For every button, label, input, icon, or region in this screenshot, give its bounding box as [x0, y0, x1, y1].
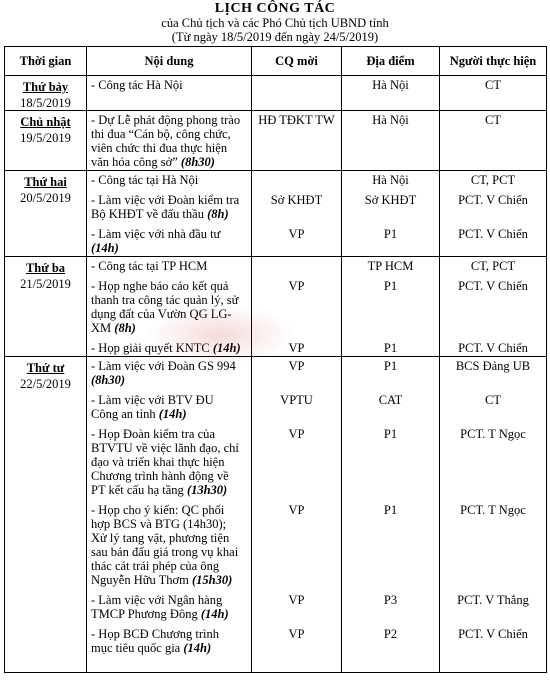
location-cell	[342, 111, 440, 171]
item-text-line	[91, 573, 247, 587]
item-text-line	[91, 127, 247, 141]
content-cell	[87, 257, 252, 357]
item-text: văn hóa công sở”	[91, 155, 181, 169]
item-person: PCT. V Chiến	[458, 227, 528, 241]
item-text-line	[91, 307, 247, 321]
item-place: CAT	[378, 393, 403, 407]
item-cq: VP	[288, 593, 305, 607]
item-text-line	[91, 293, 247, 307]
item-person: PCT. V Chiến	[458, 193, 528, 207]
location-cell	[342, 357, 440, 673]
schedule-body	[5, 76, 547, 673]
item-cq: VP	[288, 427, 305, 441]
item-time: (14h)	[91, 241, 119, 255]
item-person: CT, PCT	[470, 173, 516, 187]
item-place: P1	[383, 227, 398, 241]
item-text: - Công tác tại Hà Nội	[91, 173, 199, 187]
document-header	[0, 0, 550, 44]
item-text: Nguyễn Hữu Thơm	[91, 573, 192, 587]
schedule-item	[91, 393, 247, 427]
inviting-agency-cell	[252, 76, 342, 111]
schedule-item	[91, 113, 247, 169]
item-person: CT	[485, 393, 501, 407]
location-cell	[342, 257, 440, 357]
item-text-line	[91, 78, 247, 92]
item-text: Công an tỉnh	[91, 407, 159, 421]
executor-cell	[440, 257, 547, 357]
item-text: - Làm việc với Ngân hàng	[91, 593, 223, 607]
item-text: đạo và triển khai thực hiện	[91, 455, 225, 469]
item-cq: VPTU	[280, 393, 313, 407]
day-date: 21/5/2019	[20, 277, 71, 291]
table-row	[5, 76, 547, 111]
item-text-line	[91, 359, 247, 373]
date-range: (Từ ngày 18/5/2019 đến ngày 24/5/2019)	[171, 30, 379, 44]
schedule-item	[91, 259, 247, 279]
location-cell	[342, 171, 440, 257]
schedule-item	[91, 78, 247, 92]
col-header-executor: Người thực hiện	[440, 47, 547, 76]
schedule-item	[91, 359, 247, 393]
item-text: PT kết cấu hạ tầng	[91, 483, 187, 497]
item-text-line	[91, 483, 247, 497]
item-place: Hà Nội	[372, 78, 409, 92]
item-time: (13h30)	[186, 483, 228, 497]
document-title: LỊCH CÔNG TÁC	[214, 1, 336, 16]
document-subtitle: của Chủ tịch và các Phó Chủ tịch UBND tỉnh	[161, 16, 389, 30]
item-time: (15h30)	[192, 573, 233, 587]
item-cq: VP	[288, 341, 305, 355]
inviting-agency-cell	[252, 111, 342, 171]
item-cq: Sở KHĐT	[270, 193, 323, 207]
item-text-line	[91, 641, 247, 655]
item-person: BCS Đảng UB	[455, 359, 531, 373]
item-text: - Làm việc với BTV ĐU	[91, 393, 214, 407]
item-person: PCT. T Ngọc	[460, 503, 526, 517]
item-text-line	[91, 627, 247, 641]
item-person: PCT. V Thắng	[457, 593, 529, 607]
item-text-line	[91, 393, 247, 407]
item-cq	[252, 259, 341, 279]
item-text: Chương trình hành động về	[91, 469, 229, 483]
schedule-table	[4, 46, 547, 673]
item-person: PCT. V Chiến	[458, 627, 528, 641]
item-text: - Làm việc với Đoàn kiểm tra	[91, 193, 240, 207]
item-cq: VP	[288, 279, 305, 293]
executor-cell	[440, 76, 547, 111]
day-date: 20/5/2019	[20, 191, 71, 205]
item-place: Sở KHĐT	[364, 193, 417, 207]
day-date: 22/5/2019	[20, 377, 71, 391]
item-text-line	[91, 173, 247, 187]
schedule-item	[91, 503, 247, 593]
item-text: Bộ KHĐT về đấu thầu	[91, 207, 208, 221]
executor-cell	[440, 111, 547, 171]
item-text: Xử lý tang vật, phương tiện	[91, 531, 230, 545]
table-header-row	[5, 47, 547, 76]
day-name: Chủ nhật	[20, 115, 71, 129]
item-text: viên chức thi đua thực hiện	[91, 141, 228, 155]
day-cell	[5, 76, 87, 111]
item-person: PCT. V Chiến	[458, 341, 528, 355]
item-text-line	[91, 321, 247, 335]
table-row	[5, 357, 547, 673]
item-time: (8h)	[114, 321, 136, 335]
item-cq	[252, 173, 341, 193]
item-text-line	[91, 593, 247, 607]
item-text-line	[91, 441, 247, 455]
item-text-line	[91, 227, 247, 241]
item-text: hợp BCS và BTG (14h30);	[91, 517, 227, 531]
schedule-item	[91, 593, 247, 627]
item-text: - Họp BCĐ Chương trình	[91, 627, 219, 641]
item-cq: VP	[288, 503, 305, 517]
item-text: BTVTU về việc lãnh đạo, chỉ	[91, 441, 239, 455]
day-cell	[5, 357, 87, 673]
item-cq: VP	[288, 359, 305, 373]
schedule-item	[91, 279, 247, 341]
item-person: CT	[485, 113, 501, 127]
day-name: Thứ bảy	[22, 80, 69, 94]
item-cq: VP	[288, 627, 305, 641]
item-text-line	[91, 559, 247, 573]
item-cq: VP	[288, 227, 305, 241]
item-time: (8h30)	[91, 373, 126, 387]
item-text-line	[91, 207, 247, 221]
schedule-item	[91, 627, 247, 655]
item-place: P1	[383, 279, 398, 293]
item-text: - Làm việc với Đoàn GS 994	[91, 359, 236, 373]
item-person: PCT. V Chiến	[458, 279, 528, 293]
item-text: - Công tác tại TP HCM	[91, 259, 208, 273]
item-time: (14h)	[158, 407, 187, 421]
item-place: P1	[383, 359, 398, 373]
col-header-location: Địa điểm	[342, 47, 440, 76]
item-text: XM	[91, 321, 115, 335]
item-place: P2	[383, 627, 398, 641]
item-text-line	[91, 155, 247, 169]
item-text-line	[91, 545, 247, 559]
item-cq	[252, 78, 341, 92]
item-place: P1	[383, 503, 398, 517]
day-cell	[5, 111, 87, 171]
item-time: (14h)	[200, 607, 229, 621]
item-text: dụng đất của Vườn QG LG-	[91, 307, 232, 321]
schedule-item	[91, 341, 247, 355]
item-person: CT, PCT	[470, 259, 516, 273]
inviting-agency-cell	[252, 357, 342, 673]
item-person: PCT. T Ngọc	[460, 427, 526, 441]
item-text-line	[91, 241, 247, 255]
item-text: - Họp Đoàn kiểm tra của	[91, 427, 215, 441]
col-header-content: Nội dung	[87, 47, 252, 76]
item-place: P1	[383, 427, 398, 441]
item-text-line	[91, 607, 247, 621]
item-time: (8h)	[207, 207, 229, 221]
day-date: 19/5/2019	[20, 131, 71, 145]
day-cell	[5, 171, 87, 257]
executor-cell	[440, 357, 547, 673]
item-time: (14h)	[183, 641, 212, 655]
item-text-line	[91, 427, 247, 441]
item-text-line	[91, 141, 247, 155]
executor-cell	[440, 171, 547, 257]
content-cell	[87, 111, 252, 171]
day-name: Thứ tư	[26, 361, 65, 375]
item-text: - Họp nghe báo cáo kết quả	[91, 279, 229, 293]
item-text-line	[91, 517, 247, 531]
item-place: P1	[383, 341, 398, 355]
item-place: Hà Nội	[372, 173, 409, 187]
item-text-line	[91, 455, 247, 469]
item-text-line	[91, 279, 247, 293]
item-person: CT	[485, 78, 501, 92]
item-text-line	[91, 193, 247, 207]
col-header-time: Thời gian	[5, 47, 87, 76]
item-text: - Dự Lễ phát động phong trào	[91, 113, 241, 127]
item-text: - Làm việc với nhà đầu tư	[91, 227, 221, 241]
content-cell	[87, 76, 252, 111]
table-row	[5, 111, 547, 171]
item-text-line	[91, 503, 247, 517]
item-text: thác cát trái phép của ông	[91, 559, 220, 573]
item-text: - Họp giải quyết KNTC	[91, 341, 213, 355]
location-cell	[342, 76, 440, 111]
inviting-agency-cell	[252, 257, 342, 357]
item-time: (14h)	[212, 341, 241, 355]
day-name: Thứ hai	[24, 175, 67, 189]
table-row	[5, 171, 547, 257]
schedule-item	[91, 173, 247, 193]
day-date: 18/5/2019	[20, 96, 71, 110]
day-cell	[5, 257, 87, 357]
inviting-agency-cell	[252, 171, 342, 257]
item-cq: HĐ TĐKT TW	[258, 113, 335, 127]
item-text: thi đua “Cán bộ, công chức,	[91, 127, 231, 141]
item-text: - Công tác Hà Nội	[91, 78, 183, 92]
item-text-line	[91, 341, 247, 355]
item-time: (8h30)	[180, 155, 215, 169]
col-header-inviting-agency: CQ mời	[252, 47, 342, 76]
item-text: - Họp cho ý kiến: QC phối	[91, 503, 225, 517]
item-text: thanh tra công tác quản lý, sử	[91, 293, 239, 307]
schedule-item	[91, 427, 247, 503]
item-text-line	[91, 531, 247, 545]
content-cell	[87, 171, 252, 257]
item-text-line	[91, 373, 247, 387]
table-row	[5, 257, 547, 357]
item-text: mục tiêu quốc gia	[91, 641, 184, 655]
day-name: Thứ ba	[25, 261, 66, 275]
item-text-line	[91, 469, 247, 483]
item-place: P3	[383, 593, 398, 607]
item-text-line	[91, 407, 247, 421]
schedule-item	[91, 193, 247, 227]
content-cell	[87, 357, 252, 673]
item-place: Hà Nội	[372, 113, 409, 127]
item-text-line	[91, 259, 247, 273]
item-text-line	[91, 113, 247, 127]
item-place: TP HCM	[367, 259, 414, 273]
item-text: TMCP Phương Đông	[91, 607, 201, 621]
item-text: sau bán đấu giá trong vụ khai	[91, 545, 239, 559]
schedule-item	[91, 227, 247, 255]
